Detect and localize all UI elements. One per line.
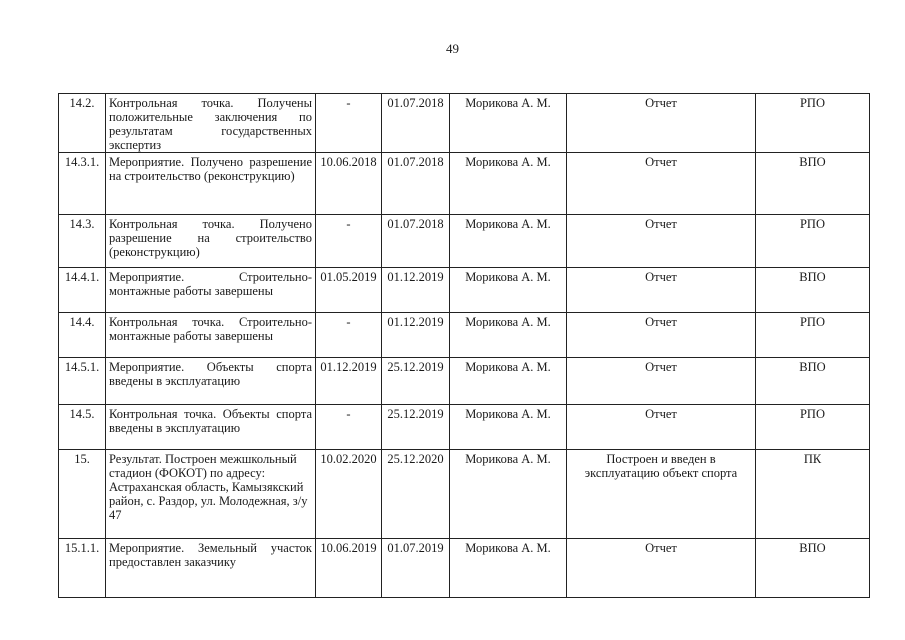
row-number: 14.4.1. bbox=[59, 268, 106, 313]
row-document: Отчет bbox=[567, 94, 756, 153]
row-start-date: - bbox=[316, 405, 382, 450]
row-start-date: - bbox=[316, 313, 382, 358]
row-document: Отчет bbox=[567, 313, 756, 358]
row-number: 14.3. bbox=[59, 215, 106, 268]
row-end-date: 25.12.2019 bbox=[382, 405, 450, 450]
row-number: 15.1.1. bbox=[59, 539, 106, 598]
row-name: Контрольная точка. Строительно-монтажные работы завершены bbox=[106, 313, 316, 358]
table-row bbox=[59, 539, 870, 598]
row-end-date: 01.12.2019 bbox=[382, 268, 450, 313]
table-row bbox=[59, 313, 870, 358]
table-row bbox=[59, 268, 870, 313]
row-start-date: 01.12.2019 bbox=[316, 358, 382, 405]
table-row bbox=[59, 94, 870, 153]
row-start-date: 01.05.2019 bbox=[316, 268, 382, 313]
row-name: Контрольная точка. Получено разрешение на строительство (реконструкцию) bbox=[106, 215, 316, 268]
row-end-date: 01.12.2019 bbox=[382, 313, 450, 358]
row-number: 14.3.1. bbox=[59, 153, 106, 215]
row-level: РПО bbox=[756, 94, 870, 153]
row-level: РПО bbox=[756, 405, 870, 450]
row-end-date: 01.07.2019 bbox=[382, 539, 450, 598]
row-level: ВПО bbox=[756, 153, 870, 215]
row-number: 14.2. bbox=[59, 94, 106, 153]
table-row bbox=[59, 405, 870, 450]
row-name: Мероприятие. Объекты спорта введены в эксплуатацию bbox=[106, 358, 316, 405]
row-responsible: Морикова А. М. bbox=[450, 153, 567, 215]
table-row bbox=[59, 215, 870, 268]
table-row bbox=[59, 358, 870, 405]
row-start-date: 10.06.2018 bbox=[316, 153, 382, 215]
row-level: РПО bbox=[756, 215, 870, 268]
row-name: Контрольная точка. Объекты спорта введены в эксплуатацию bbox=[106, 405, 316, 450]
row-level: ВПО bbox=[756, 268, 870, 313]
row-responsible: Морикова А. М. bbox=[450, 539, 567, 598]
row-end-date: 25.12.2020 bbox=[382, 450, 450, 539]
row-responsible: Морикова А. М. bbox=[450, 94, 567, 153]
row-number: 14.5.1. bbox=[59, 358, 106, 405]
plan-table bbox=[58, 93, 870, 598]
row-document: Отчет bbox=[567, 358, 756, 405]
row-name: Результат. Построен межшкольный стадион (ФОКОТ) по адресу: Астраханская область, Камызякский район, с. Раздор, ул. Молодежная, з/у 47 bbox=[106, 450, 316, 539]
table-row bbox=[59, 153, 870, 215]
row-level: ПК bbox=[756, 450, 870, 539]
row-start-date: - bbox=[316, 94, 382, 153]
row-name: Мероприятие. Получено разрешение на строительство (реконструкцию) bbox=[106, 153, 316, 215]
row-responsible: Морикова А. М. bbox=[450, 268, 567, 313]
row-level: ВПО bbox=[756, 358, 870, 405]
row-document: Отчет bbox=[567, 405, 756, 450]
row-level: РПО bbox=[756, 313, 870, 358]
row-responsible: Морикова А. М. bbox=[450, 405, 567, 450]
row-document: Отчет bbox=[567, 268, 756, 313]
row-number: 14.5. bbox=[59, 405, 106, 450]
row-number: 14.4. bbox=[59, 313, 106, 358]
row-document: Построен и введен в эксплуатацию объект спорта bbox=[567, 450, 756, 539]
row-responsible: Морикова А. М. bbox=[450, 450, 567, 539]
table-row bbox=[59, 450, 870, 539]
row-document: Отчет bbox=[567, 153, 756, 215]
row-responsible: Морикова А. М. bbox=[450, 215, 567, 268]
row-start-date: - bbox=[316, 215, 382, 268]
row-responsible: Морикова А. М. bbox=[450, 313, 567, 358]
row-number: 15. bbox=[59, 450, 106, 539]
row-end-date: 01.07.2018 bbox=[382, 94, 450, 153]
row-document: Отчет bbox=[567, 539, 756, 598]
row-name: Мероприятие. Земельный участок предоставлен заказчику bbox=[106, 539, 316, 598]
row-start-date: 10.06.2019 bbox=[316, 539, 382, 598]
row-level: ВПО bbox=[756, 539, 870, 598]
row-document: Отчет bbox=[567, 215, 756, 268]
row-start-date: 10.02.2020 bbox=[316, 450, 382, 539]
page-number: 49 bbox=[446, 41, 459, 56]
row-name: Контрольная точка. Получены положительные заключения по результатам государственных экспертиз bbox=[106, 94, 316, 153]
row-name: Мероприятие. Строительно-монтажные работы завершены bbox=[106, 268, 316, 313]
row-end-date: 25.12.2019 bbox=[382, 358, 450, 405]
row-end-date: 01.07.2018 bbox=[382, 215, 450, 268]
row-responsible: Морикова А. М. bbox=[450, 358, 567, 405]
row-end-date: 01.07.2018 bbox=[382, 153, 450, 215]
